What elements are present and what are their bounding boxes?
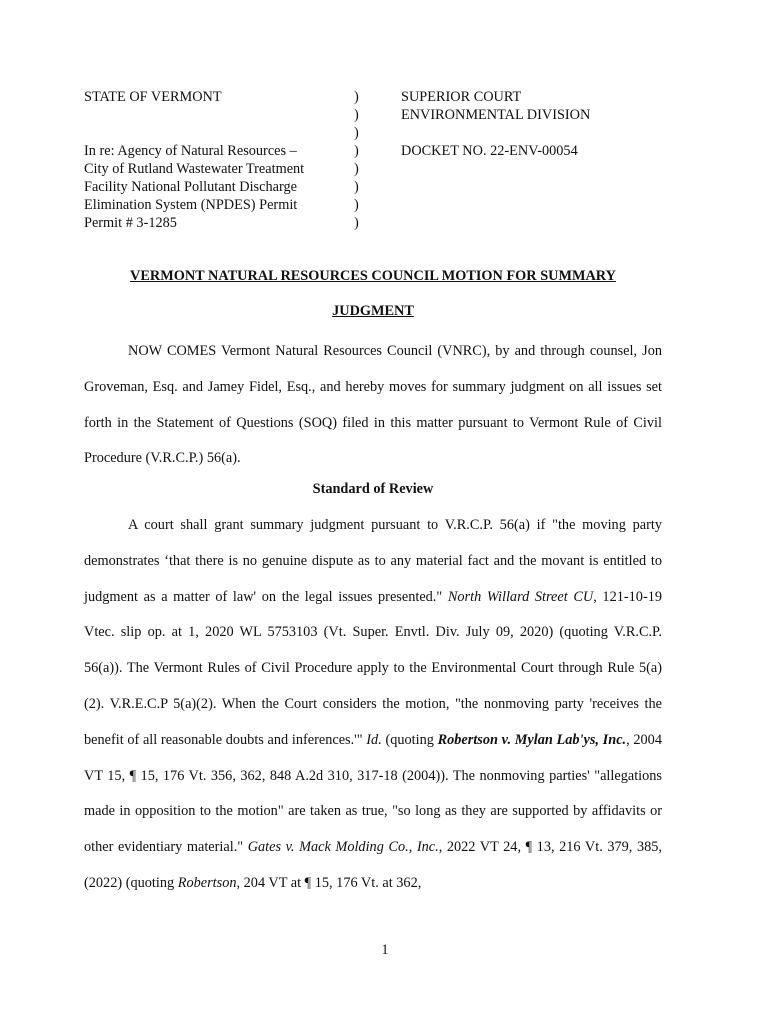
caption-line: Facility National Pollutant Discharge bbox=[84, 179, 297, 195]
case-citation: Robertson bbox=[177, 874, 237, 891]
caption-line: City of Rutland Wastewater Treatment bbox=[84, 161, 305, 177]
page-number: 1 bbox=[381, 942, 389, 958]
caption-line: STATE OF VERMONT bbox=[84, 89, 222, 105]
docket-number: DOCKET NO. 22-ENV-00054 bbox=[401, 143, 578, 159]
case-citation: Id. bbox=[366, 731, 382, 748]
caption-court bbox=[401, 88, 590, 160]
text-run: , 121-10-19 Vtec. slip op. at 1, 2020 WL 5753103 (Vt. Super. Envtl. Div. July 09, 2020) (quoting V.R.C.P. 56(a)). The Vermont Rules of Civil Procedure apply to the Environmental Court through Rule 5(a)(2). V.R.E.C.P 5(a)(2). When the Court considers the motion, "the nonmoving party 'receives the benefit of all reasonable doubts and inferences.'" bbox=[84, 588, 662, 748]
caption-line: In re: Agency of Natural Resources – bbox=[84, 143, 297, 159]
text-run: , 204 VT at ¶ 15, 176 Vt. at 362, bbox=[236, 874, 422, 891]
caption-line bbox=[84, 124, 334, 142]
case-caption bbox=[84, 88, 704, 238]
caption-parties bbox=[84, 88, 334, 232]
caption-parentheses bbox=[354, 88, 359, 232]
standard-of-review-paragraph bbox=[84, 508, 662, 902]
caption-paren: ) bbox=[354, 89, 359, 105]
caption-paren: ) bbox=[354, 107, 359, 123]
court-name: SUPERIOR COURT bbox=[401, 89, 522, 105]
intro-paragraph: NOW COMES Vermont Natural Resources Council (VNRC), by and through counsel, Jon Groveman, Esq. and Jamey Fidel, Esq., and hereby moves for summary judgment on all issues set forth in the Statement of Questions (SOQ) filed in this matter pursuant to Vermont Rule of Civil Procedure (V.R.C.P.) 56(a). bbox=[84, 343, 662, 467]
caption-line: Elimination System (NPDES) Permit bbox=[84, 197, 298, 213]
text-run: , 2022 VT 24, ¶ 13, 216 Vt. 379, 385, (2022) (quoting bbox=[84, 839, 662, 891]
caption-paren: ) bbox=[354, 215, 359, 231]
caption-paren: ) bbox=[354, 125, 359, 141]
caption-line bbox=[84, 106, 334, 124]
caption-paren: ) bbox=[354, 197, 359, 213]
text-run: , 2004 VT 15, ¶ 15, 176 Vt. 356, 362, 848 A.2d 310, 317-18 (2004)). The nonmoving parties' "allegations made in opposition to the motion" are taken as true, "so long as they are supported by affidavits or other evidentiary material." bbox=[84, 731, 662, 856]
text-run: A court shall grant summary judgment pursuant to V.R.C.P. 56(a) if "the moving party demonstrates ‘that there is no genuine dispute as to any material fact and the movant is entitled to judgment as a matter of law' on the legal issues presented." bbox=[84, 517, 662, 605]
section-heading: Standard of Review bbox=[312, 481, 434, 497]
caption-paren: ) bbox=[354, 143, 359, 159]
case-citation: Robertson v. Mylan Lab'ys, Inc. bbox=[437, 731, 627, 748]
text-run: (quoting bbox=[381, 731, 438, 748]
caption-line: Permit # 3-1285 bbox=[84, 215, 177, 231]
caption-paren: ) bbox=[354, 161, 359, 177]
case-citation: North Willard Street CU bbox=[447, 588, 594, 605]
court-division: ENVIRONMENTAL DIVISION bbox=[401, 107, 591, 123]
document-title-line-1: VERMONT NATURAL RESOURCES COUNCIL MOTION FOR SUMMARY bbox=[130, 268, 616, 284]
case-citation: Gates v. Mack Molding Co., Inc. bbox=[247, 839, 439, 856]
caption-paren: ) bbox=[354, 179, 359, 195]
document-title-line-2: JUDGMENT bbox=[332, 303, 414, 319]
